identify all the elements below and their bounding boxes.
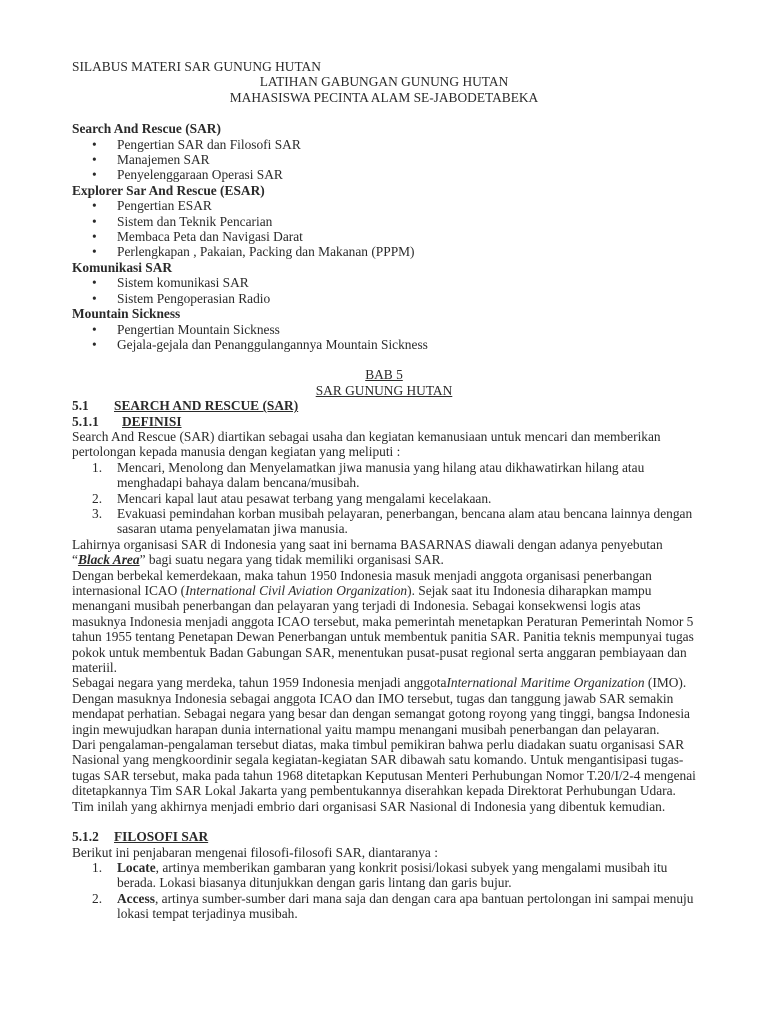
section-5-1-heading [72, 398, 696, 413]
list-item: • Membaca Peta dan Navigasi Darat [92, 229, 303, 245]
definition-intro: Search And Rescue (SAR) diartikan sebagai usaha dan kegiatan kemanusiaan untuk mencari dan memberikan pertolongan kepada manusia dengan kegiatan yang meliputi : [72, 428, 661, 460]
bullet-icon: • [92, 336, 97, 352]
filosofi-list [72, 860, 696, 922]
list-item: • Pengertian Mountain Sickness [92, 321, 280, 337]
list-item: • Manajemen SAR [92, 152, 210, 168]
list-item: 1. Locate, artinya memberikan gambaran yang konkrit posisi/lokasi subyek yang mengalami musibah itu berada. Lokasi biasanya ditunjukkan dengan garis lintang dan garis bujur. [92, 859, 668, 891]
list-item: 1. Mencari, Menolong dan Menyelamatkan jiwa manusia yang hilang atau dikhawatirkan hilang atau menghadapi bahaya dalam bencana/musibah. [92, 459, 645, 491]
list-item: • Sistem dan Teknik Pencarian [92, 213, 273, 229]
bullet-icon: • [92, 213, 97, 229]
syllabus-title-komunikasi: Komunikasi SAR [72, 259, 173, 275]
syllabus-title-sar: Search And Rescue (SAR) [72, 121, 221, 137]
section-5-1-1-heading [72, 414, 696, 429]
doc-title: SILABUS MATERI SAR GUNUNG HUTAN [72, 59, 321, 74]
section-title: DEFINISI [122, 413, 182, 429]
list-item: 2. Mencari kapal laut atau pesawat terbang yang mengalami kecelakaan. [92, 490, 492, 506]
syllabus-list-komunikasi [72, 275, 696, 306]
section-5-1-2-heading [72, 829, 696, 844]
list-item: 3. Evakuasi pemindahan korban musibah pelayaran, penerbangan, bencana alam atau bencana lainnya dengan sasaran utama penyelamatan jiwa manusia. [92, 505, 693, 537]
syllabus-list-mountain [72, 322, 696, 353]
bullet-icon: • [92, 290, 97, 306]
filosofi-term: Locate [117, 859, 156, 875]
paragraph-icao: Dengan berbekal kemerdekaan, maka tahun 1950 Indonesia masuk menjadi anggota organisasi penerbangan internasional ICAO (International Civil Aviation Organization). Sejak saat itu Indonesia diharapkan mampu menangani musibah penerbangan dan pelayaran yang terjadi di Indonesia. Sebagai konsekwensi logis atas masuknya Indonesia menjadi anggota ICAO tersebut, maka pemerintah menetapkan Peraturan Pemerintah Nomor 5 tahun 1955 tentang Penetapan Dewan Penerbangan untuk membentuk panitia SAR. Panitia teknis mempunyai tugas pokok untuk membentuk Badan Gabungan SAR, menentukan pusat-pusat regional serta anggaran pembiayaan dan materiil. [72, 567, 694, 676]
bullet-icon: • [92, 136, 97, 152]
syllabus-list-sar [72, 137, 696, 183]
paragraph-sar-nasional: Dari pengalaman-pengalaman tersebut diatas, maka timbul pemikiran bahwa perlu diadakan suatu organisasi SAR Nasional yang mengkoordinir segala kegiatan-kegiatan SAR dibawah satu komando. Untuk mengantisipasi tugas-tugas SAR tersebut, maka pada tahun 1968 ditetapkan Keputusan Menteri Perhubungan Nomor T.20/I/2-4 mengenai ditetapkannya Tim SAR Lokal Jakarta yang pembentukannya diserahkan kepada Direktorat Perhubungan Udara. Tim inilah yang akhirnya menjadi embrio dari organisasi SAR Nasional di Indonesia yang dibentuk kemudian. [72, 737, 696, 814]
bullet-icon: • [92, 198, 97, 214]
list-item: • Penyelenggaraan Operasi SAR [92, 167, 283, 183]
section-number: 5.1 [72, 398, 89, 414]
chapter-number: BAB 5 [365, 367, 403, 383]
icao-term: International Civil Aviation Organization [185, 583, 408, 598]
list-item: • Gejala-gejala dan Penanggulangannya Mountain Sickness [92, 336, 428, 352]
list-item: • Pengertian ESAR [92, 198, 212, 214]
list-item: • Sistem Pengoperasian Radio [92, 290, 271, 306]
imo-term: International Maritime Organization [446, 675, 645, 691]
bullet-icon: • [92, 152, 97, 168]
list-item: 2. Access, artinya sumber-sumber dari mana saja dan dengan cara apa bantuan pertolongan ini sampai menuju lokasi tempat terjadinya musibah. [92, 890, 694, 922]
section-title: SEARCH AND RESCUE (SAR) [114, 398, 299, 414]
paragraph-basarnas: Lahirnya organisasi SAR di Indonesia yang saat ini bernama BASARNAS diawali dengan adanya penyebutan “Black Area” bagi suatu negara yang tidak memiliki organisasi SAR. [72, 536, 663, 568]
syllabus [72, 121, 696, 352]
section-number: 5.1.1 [72, 413, 99, 429]
definition-list [72, 460, 696, 537]
paragraph-imo: Sebagai negara yang merdeka, tahun 1959 Indonesia menjadi anggotaInternational Maritime Organization (IMO). Dengan masuknya Indonesia sebagai anggota ICAO dan IMO tersebut, tugas dan tanggung jawab SAR semakin mendapat perhatian. Sebagai negara yang besar dan dengan semangat gotong royong yang tinggi, bangsa Indonesia ingin mewujudkan harapan dunia international yaitu mampu menangani musibah penerbangan dan pelayaran. [72, 675, 691, 737]
filosofi-intro: Berikut ini penjabaran mengenai filosofi-filosofi SAR, diantaranya : [72, 844, 438, 860]
section-number: 5.1.2 [72, 829, 99, 845]
syllabus-list-esar [72, 198, 696, 260]
filosofi-term: Access [117, 890, 155, 906]
syllabus-title-mountain: Mountain Sickness [72, 306, 181, 322]
list-item: • Sistem komunikasi SAR [92, 275, 249, 291]
bullet-icon: • [92, 229, 97, 245]
black-area-term: Black Area [77, 552, 140, 568]
bullet-icon: • [92, 275, 97, 291]
bullet-icon: • [92, 321, 97, 337]
list-item: • Perlengkapan , Pakaian, Packing dan Makanan (PPPM) [92, 244, 415, 260]
bullet-icon: • [92, 167, 97, 183]
list-item: • Pengertian SAR dan Filosofi SAR [92, 136, 301, 152]
section-title: FILOSOFI SAR [114, 829, 209, 845]
doc-subtitle-2: MAHASISWA PECINTA ALAM SE-JABODETABEKA [229, 89, 539, 105]
bullet-icon: • [92, 244, 97, 260]
syllabus-title-esar: Explorer Sar And Rescue (ESAR) [72, 182, 265, 198]
chapter-title: SAR GUNUNG HUTAN [315, 382, 453, 398]
doc-subtitle: LATIHAN GABUNGAN GUNUNG HUTAN [259, 74, 509, 90]
